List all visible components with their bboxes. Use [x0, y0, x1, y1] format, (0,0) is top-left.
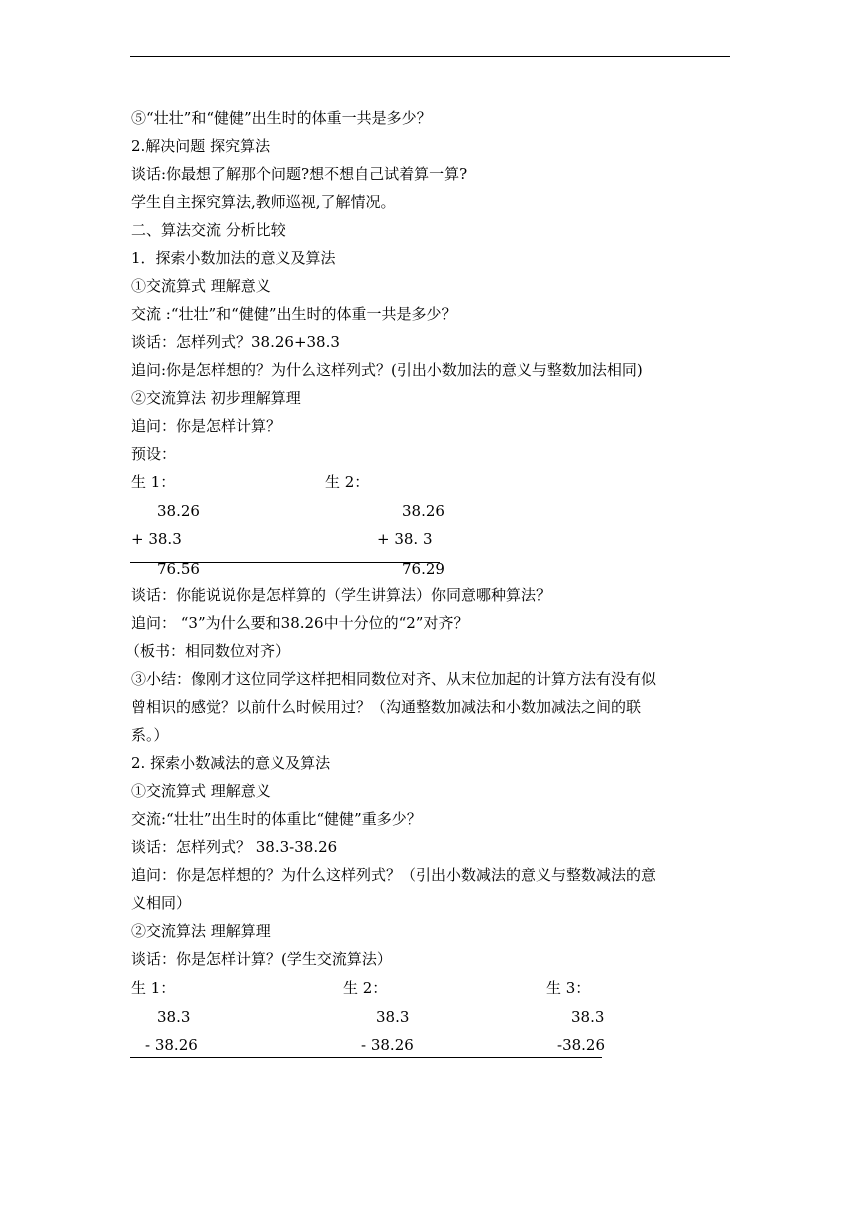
- student-2-label: 生 2：: [343, 979, 388, 997]
- minuend: 38.3: [571, 1008, 605, 1026]
- text-line: 谈话：你是怎样计算？(学生交流算法）: [131, 950, 392, 968]
- text-line: 谈话：怎样列式？ 38.3-38.26: [131, 838, 338, 856]
- text-line: 追问：你是怎样想的？为什么这样列式？（引出小数减法的意义与整数减法的意: [131, 866, 657, 884]
- subtrahend: -38.26: [557, 1036, 606, 1054]
- section-heading: 2.解决问题 探究算法: [131, 137, 271, 155]
- text-line: 交流 :“壮壮”和“健健”出生时的体重一共是多少？: [131, 305, 457, 323]
- addend-bottom: + 38.3: [131, 530, 182, 548]
- minuend: 38.3: [157, 1008, 191, 1026]
- text-line: 预设：: [131, 445, 177, 463]
- section-heading: 1．探索小数加法的意义及算法: [131, 249, 336, 267]
- text-line: 追问：你是怎样计算？: [131, 417, 282, 435]
- header-rule: [130, 56, 730, 57]
- text-line: 交流:“壮壮”出生时的体重比“健健”重多少？: [131, 810, 422, 828]
- student-2-label: 生 2：: [325, 473, 370, 491]
- addend-bottom: + 38. 3: [377, 530, 433, 548]
- student-1-label: 生 1：: [131, 979, 176, 997]
- text-line: 曾相识的感觉？以前什么时候用过？（沟通整数加减法和小数加减法之间的联: [131, 698, 642, 716]
- text-line: ②交流算法 初步理解算理: [131, 389, 301, 407]
- section-heading: 2. 探索小数减法的意义及算法: [131, 754, 331, 772]
- student-1-label: 生 1：: [131, 473, 176, 491]
- student-3-label: 生 3：: [546, 979, 591, 997]
- subtrahend: - 38.26: [145, 1036, 198, 1054]
- text-line: 系。）: [131, 726, 169, 744]
- text-line: ⑤“壮壮”和“健健”出生时的体重一共是多少？: [131, 109, 432, 127]
- subtrahend: - 38.26: [361, 1036, 414, 1054]
- difference-underline: [130, 1057, 602, 1058]
- sum-result: 76.29: [402, 560, 445, 578]
- sum-result: 76.56: [157, 560, 200, 578]
- text-line: 谈话：你能说说你是怎样算的（学生讲算法）你同意哪种算法？: [131, 586, 552, 604]
- text-line: 追问:你是怎样想的？为什么这样列式？(引出小数加法的意义与整数加法相同): [131, 361, 643, 379]
- text-line: 谈话：怎样列式？38.26+38.3: [131, 333, 340, 351]
- text-line: 谈话:你最想了解那个问题?想不想自己试着算一算?: [131, 165, 468, 183]
- text-line: 义相同）: [131, 894, 192, 912]
- text-line: ②交流算法 理解算理: [131, 922, 271, 940]
- text-line: ③小结：像刚才这位同学这样把相同数位对齐、从末位加起的计算方法有没有似: [131, 670, 657, 688]
- text-line: ①交流算式 理解意义: [131, 782, 271, 800]
- text-line: 追问： “3”为什么要和38.26中十分位的“2”对齐？: [131, 614, 469, 632]
- section-heading: 二、算法交流 分析比较: [131, 221, 286, 239]
- addend-top: 38.26: [402, 502, 445, 520]
- text-line: ①交流算式 理解意义: [131, 277, 271, 295]
- addend-top: 38.26: [157, 502, 200, 520]
- text-line: 学生自主探究算法,教师巡视,了解情况。: [131, 193, 396, 211]
- minuend: 38.3: [376, 1008, 410, 1026]
- text-line: （板书：相同数位对齐）: [125, 642, 291, 660]
